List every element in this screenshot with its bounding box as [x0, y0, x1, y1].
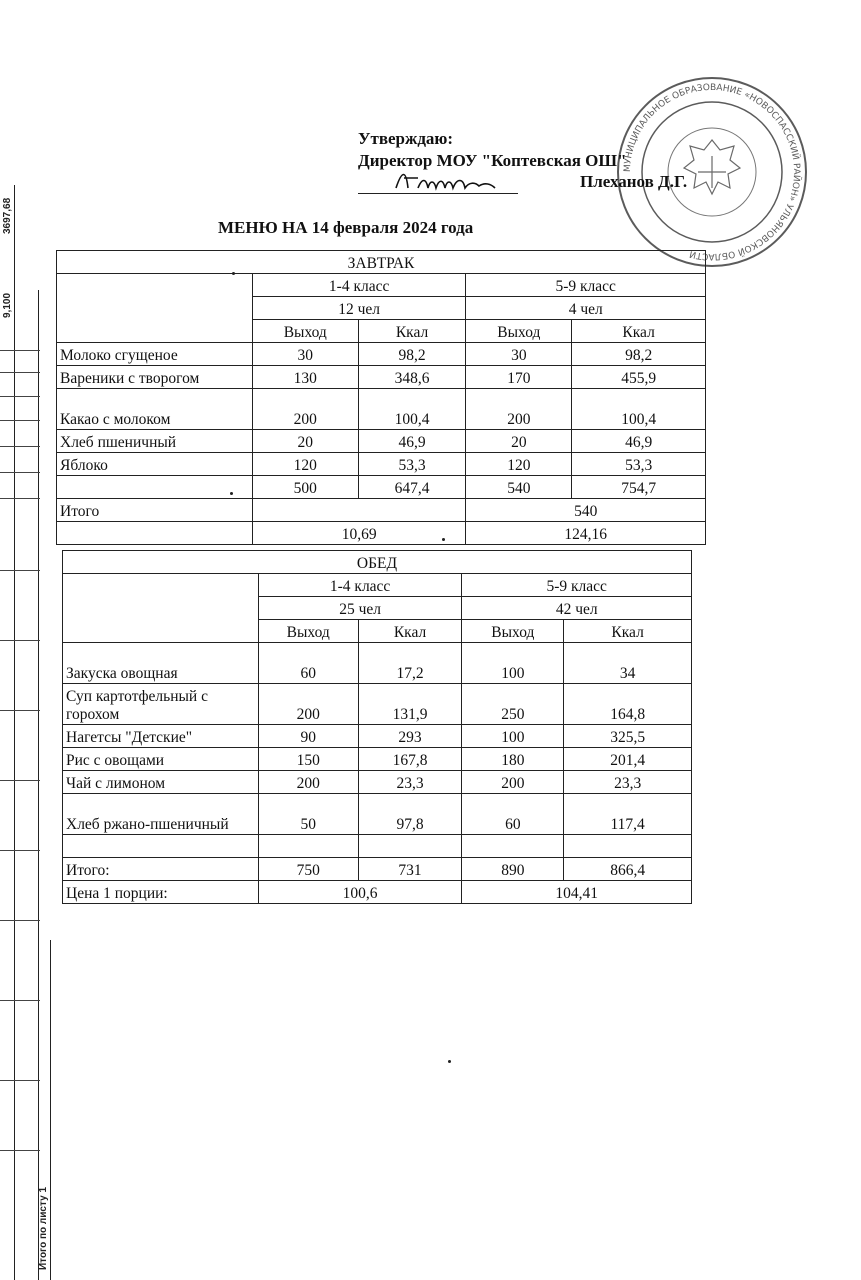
- cell: 53,3: [572, 453, 706, 476]
- cell: 30: [252, 343, 358, 366]
- table-row: [63, 551, 692, 574]
- sum-cell: 540: [466, 476, 572, 499]
- cell: 120: [252, 453, 358, 476]
- lunch-table: [62, 550, 692, 904]
- edge-number: 9,100: [2, 292, 13, 318]
- empty-cell: [63, 835, 259, 858]
- strip-hline: [0, 498, 40, 499]
- table-row: [63, 748, 692, 771]
- cell: 200: [252, 389, 358, 430]
- cell: 20: [252, 430, 358, 453]
- table-row: [57, 499, 706, 522]
- cell: 200: [258, 771, 358, 794]
- dish-name: Нагетсы "Детские": [63, 725, 259, 748]
- cell: 20: [466, 430, 572, 453]
- column-header: Выход: [258, 620, 358, 643]
- dish-name: Рис с овощами: [63, 748, 259, 771]
- cell: 131,9: [358, 684, 462, 725]
- strip-hline: [0, 710, 40, 711]
- empty-cell: [358, 835, 462, 858]
- cell: 150: [258, 748, 358, 771]
- strip-hline: [0, 446, 40, 447]
- approval-position: Директор МОУ "Коптевская ОШ": [358, 151, 627, 170]
- dish-name: Закуска овощная: [63, 643, 259, 684]
- empty-cell: [462, 835, 564, 858]
- director-name: Плеханов Д.Г.: [580, 172, 688, 191]
- cell: 167,8: [358, 748, 462, 771]
- dish-name: Суп картотфельный с горохом: [63, 684, 259, 725]
- edge-number-2: 3697,68: [2, 197, 13, 234]
- cell: 100,4: [572, 389, 706, 430]
- signature-line: [358, 193, 518, 194]
- total-label: Итого: [57, 499, 253, 522]
- column-header: Выход: [462, 620, 564, 643]
- signature: [392, 168, 512, 196]
- section-title: ЗАВТРАК: [57, 251, 706, 274]
- strip-line: [38, 290, 39, 1280]
- cell: 23,3: [358, 771, 462, 794]
- price-cell: 104,41: [462, 881, 692, 904]
- strip-hline: [0, 350, 40, 351]
- group-header: 1-4 класс: [258, 574, 462, 597]
- cell: 90: [258, 725, 358, 748]
- svg-text:МУНИЦИПАЛЬНОЕ ОБРАЗОВАНИЕ «НОВ: МУНИЦИПАЛЬНОЕ ОБРАЗОВАНИЕ «НОВОСПАССКИЙ РАЙОН» УЛЬЯНОВСКОЙ ОБЛАСТИ: [622, 82, 802, 262]
- empty-cell: [252, 499, 466, 522]
- strip-hline: [0, 1080, 40, 1081]
- cell: 325,5: [564, 725, 692, 748]
- total-cell: 890: [462, 858, 564, 881]
- dish-name: Яблоко: [57, 453, 253, 476]
- table-row: [57, 476, 706, 499]
- column-header: Выход: [252, 320, 358, 343]
- cell: 200: [462, 771, 564, 794]
- strip-hline: [0, 780, 40, 781]
- table-row: [63, 835, 692, 858]
- dish-name: Какао с молоком: [57, 389, 253, 430]
- cell: 117,4: [564, 794, 692, 835]
- section-title: ОБЕД: [63, 551, 692, 574]
- cell: 60: [258, 643, 358, 684]
- left-binding-strip: [0, 0, 52, 1280]
- column-header: Ккал: [564, 620, 692, 643]
- empty-cell: [258, 835, 358, 858]
- sum-cell: 500: [252, 476, 358, 499]
- table-row: [63, 771, 692, 794]
- table-row: [57, 343, 706, 366]
- cell: 46,9: [358, 430, 466, 453]
- sum-cell: 754,7: [572, 476, 706, 499]
- cell: 200: [258, 684, 358, 725]
- cell: 60: [462, 794, 564, 835]
- cell: 53,3: [358, 453, 466, 476]
- total-label: Итого:: [63, 858, 259, 881]
- strip-line: [50, 940, 51, 1280]
- group-header: 5-9 класс: [462, 574, 692, 597]
- scan-speck: [448, 1060, 451, 1063]
- table-row: [63, 684, 692, 725]
- cell: 30: [466, 343, 572, 366]
- dish-name: Вареники с творогом: [57, 366, 253, 389]
- cell: 98,2: [358, 343, 466, 366]
- scan-speck: [232, 272, 235, 275]
- dish-name: Молоко сгущеное: [57, 343, 253, 366]
- cell: 120: [466, 453, 572, 476]
- column-header: Ккал: [358, 320, 466, 343]
- table-row: [57, 522, 706, 545]
- dish-name: Хлеб ржано-пшеничный: [63, 794, 259, 835]
- cell: 50: [258, 794, 358, 835]
- total-cell: 731: [358, 858, 462, 881]
- group-header: 5-9 класс: [466, 274, 706, 297]
- scan-speck: [442, 538, 445, 541]
- table-row: [57, 274, 706, 297]
- table-row: [57, 453, 706, 476]
- count-cell: 4 чел: [466, 297, 706, 320]
- table-row: [63, 881, 692, 904]
- strip-hline: [0, 640, 40, 641]
- price-cell: 124,16: [466, 522, 706, 545]
- cell: 100: [462, 643, 564, 684]
- breakfast-table: [56, 250, 706, 545]
- group-header: 1-4 класс: [252, 274, 466, 297]
- table-row: [63, 643, 692, 684]
- cell: 455,9: [572, 366, 706, 389]
- dish-name: Чай с лимоном: [63, 771, 259, 794]
- dish-name: Хлеб пшеничный: [57, 430, 253, 453]
- cell: 348,6: [358, 366, 466, 389]
- table-row: [63, 725, 692, 748]
- cell: 97,8: [358, 794, 462, 835]
- strip-hline: [0, 920, 40, 921]
- cell: 46,9: [572, 430, 706, 453]
- table-row: [63, 858, 692, 881]
- column-header: Ккал: [572, 320, 706, 343]
- edge-footer-label: Итого по листу 1: [38, 1186, 49, 1270]
- empty-cell: [564, 835, 692, 858]
- cell: 130: [252, 366, 358, 389]
- cell: 250: [462, 684, 564, 725]
- table-row: [57, 366, 706, 389]
- price-cell: 10,69: [252, 522, 466, 545]
- scan-speck: [230, 492, 233, 495]
- total-cell: 540: [466, 499, 706, 522]
- count-cell: 42 чел: [462, 597, 692, 620]
- column-header: Ккал: [358, 620, 462, 643]
- cell: 200: [466, 389, 572, 430]
- approval-title: Утверждаю:: [358, 129, 454, 148]
- count-cell: 12 чел: [252, 297, 466, 320]
- column-header: Выход: [466, 320, 572, 343]
- price-cell: 100,6: [258, 881, 462, 904]
- strip-hline: [0, 850, 40, 851]
- table-row: [57, 430, 706, 453]
- count-cell: 25 чел: [258, 597, 462, 620]
- cell: 17,2: [358, 643, 462, 684]
- total-cell: 750: [258, 858, 358, 881]
- cell: 170: [466, 366, 572, 389]
- price-label: Цена 1 порции:: [63, 881, 259, 904]
- cell: 34: [564, 643, 692, 684]
- strip-hline: [0, 472, 40, 473]
- corner-cell: [57, 274, 253, 343]
- strip-hline: [0, 396, 40, 397]
- empty-cell: [57, 522, 253, 545]
- total-cell: 866,4: [564, 858, 692, 881]
- table-row: [57, 251, 706, 274]
- strip-hline: [0, 570, 40, 571]
- cell: 98,2: [572, 343, 706, 366]
- cell: 23,3: [564, 771, 692, 794]
- cell: 100: [462, 725, 564, 748]
- strip-hline: [0, 420, 40, 421]
- strip-hline: [0, 372, 40, 373]
- cell: 100,4: [358, 389, 466, 430]
- table-row: [57, 389, 706, 430]
- cell: 180: [462, 748, 564, 771]
- table-row: [63, 574, 692, 597]
- menu-title: МЕНЮ НА 14 февраля 2024 года: [218, 218, 474, 237]
- approval-block: [358, 128, 627, 172]
- empty-cell: [57, 476, 253, 499]
- strip-hline: [0, 1150, 40, 1151]
- sum-cell: 647,4: [358, 476, 466, 499]
- table-row: [63, 794, 692, 835]
- cell: 201,4: [564, 748, 692, 771]
- cell: 293: [358, 725, 462, 748]
- cell: 164,8: [564, 684, 692, 725]
- strip-hline: [0, 1000, 40, 1001]
- corner-cell: [63, 574, 259, 643]
